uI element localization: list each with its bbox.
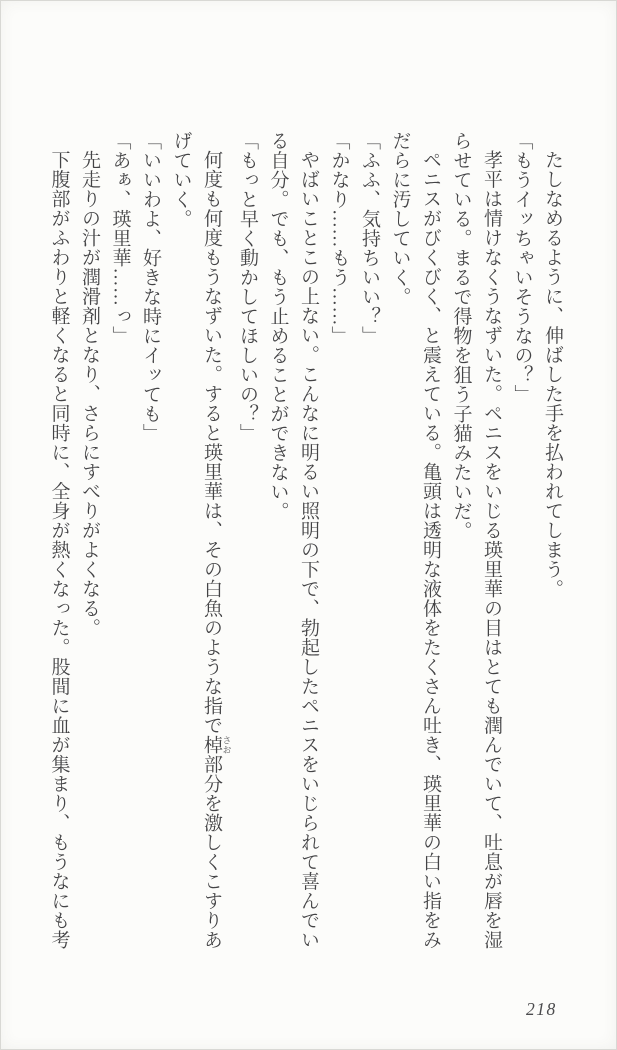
line-segment: 部分を激しくこすりあ xyxy=(201,754,222,950)
text-line: る自分。でも、もう止めることができない。 xyxy=(267,131,289,521)
text-line-dialogue: 「もうイッちゃいそうなの？」 xyxy=(511,131,533,404)
text-line: 先走りの汁が潤滑剤となり、さらにすべりがよくなる。 xyxy=(79,150,100,638)
page-number: 218 xyxy=(526,999,557,1019)
text-line: だらに汚していく。 xyxy=(389,131,411,307)
text-line: らせている。まるで得物を狙う子猫みたいだ。 xyxy=(450,131,472,541)
text-line: たしなめるように、伸ばした手を払われてしまう。 xyxy=(542,150,563,599)
text-line xyxy=(196,131,232,951)
text-line-dialogue: 「かなり……もう……」 xyxy=(328,131,350,346)
text-line-dialogue: 「ふふ、気持ちいい？」 xyxy=(359,131,380,346)
line-segment: 何度も何度もうなずいた。すると瑛里華は、その白魚のような指で xyxy=(201,150,222,735)
text-line-dialogue: 「もっと早く動かしてほしいの？」 xyxy=(237,131,258,443)
ruby-sao xyxy=(201,735,232,755)
text-line: 下腹部がふわりと軽くなると同時に、全身が熱くなった。股間に血が集まり、もうなにも考 xyxy=(48,150,70,950)
text-line: ペニスがびくびく、と震えている。亀頭は透明な液体をたくさん吐き、瑛里華の白い指をみ xyxy=(420,150,441,950)
page-text xyxy=(43,131,567,951)
text-line: 孝平は情けなくうなずいた。ペニスをいじる瑛里華の目はとても潤んでいて、吐息が唇を湿 xyxy=(481,150,502,950)
text-line-dialogue: 「あぁ、瑛里華……っ」 xyxy=(109,131,131,346)
ruby-text: さお xyxy=(221,735,232,755)
text-line: げていく。 xyxy=(170,131,192,229)
ruby-base: 棹 xyxy=(201,735,222,755)
text-line-dialogue: 「いいわよ、好きな時にイッても」 xyxy=(140,131,161,443)
text-line: やばいことこの上ない。こんなに明るい照明の下で、勃起したペニスをいじられて喜んでい xyxy=(298,150,319,950)
